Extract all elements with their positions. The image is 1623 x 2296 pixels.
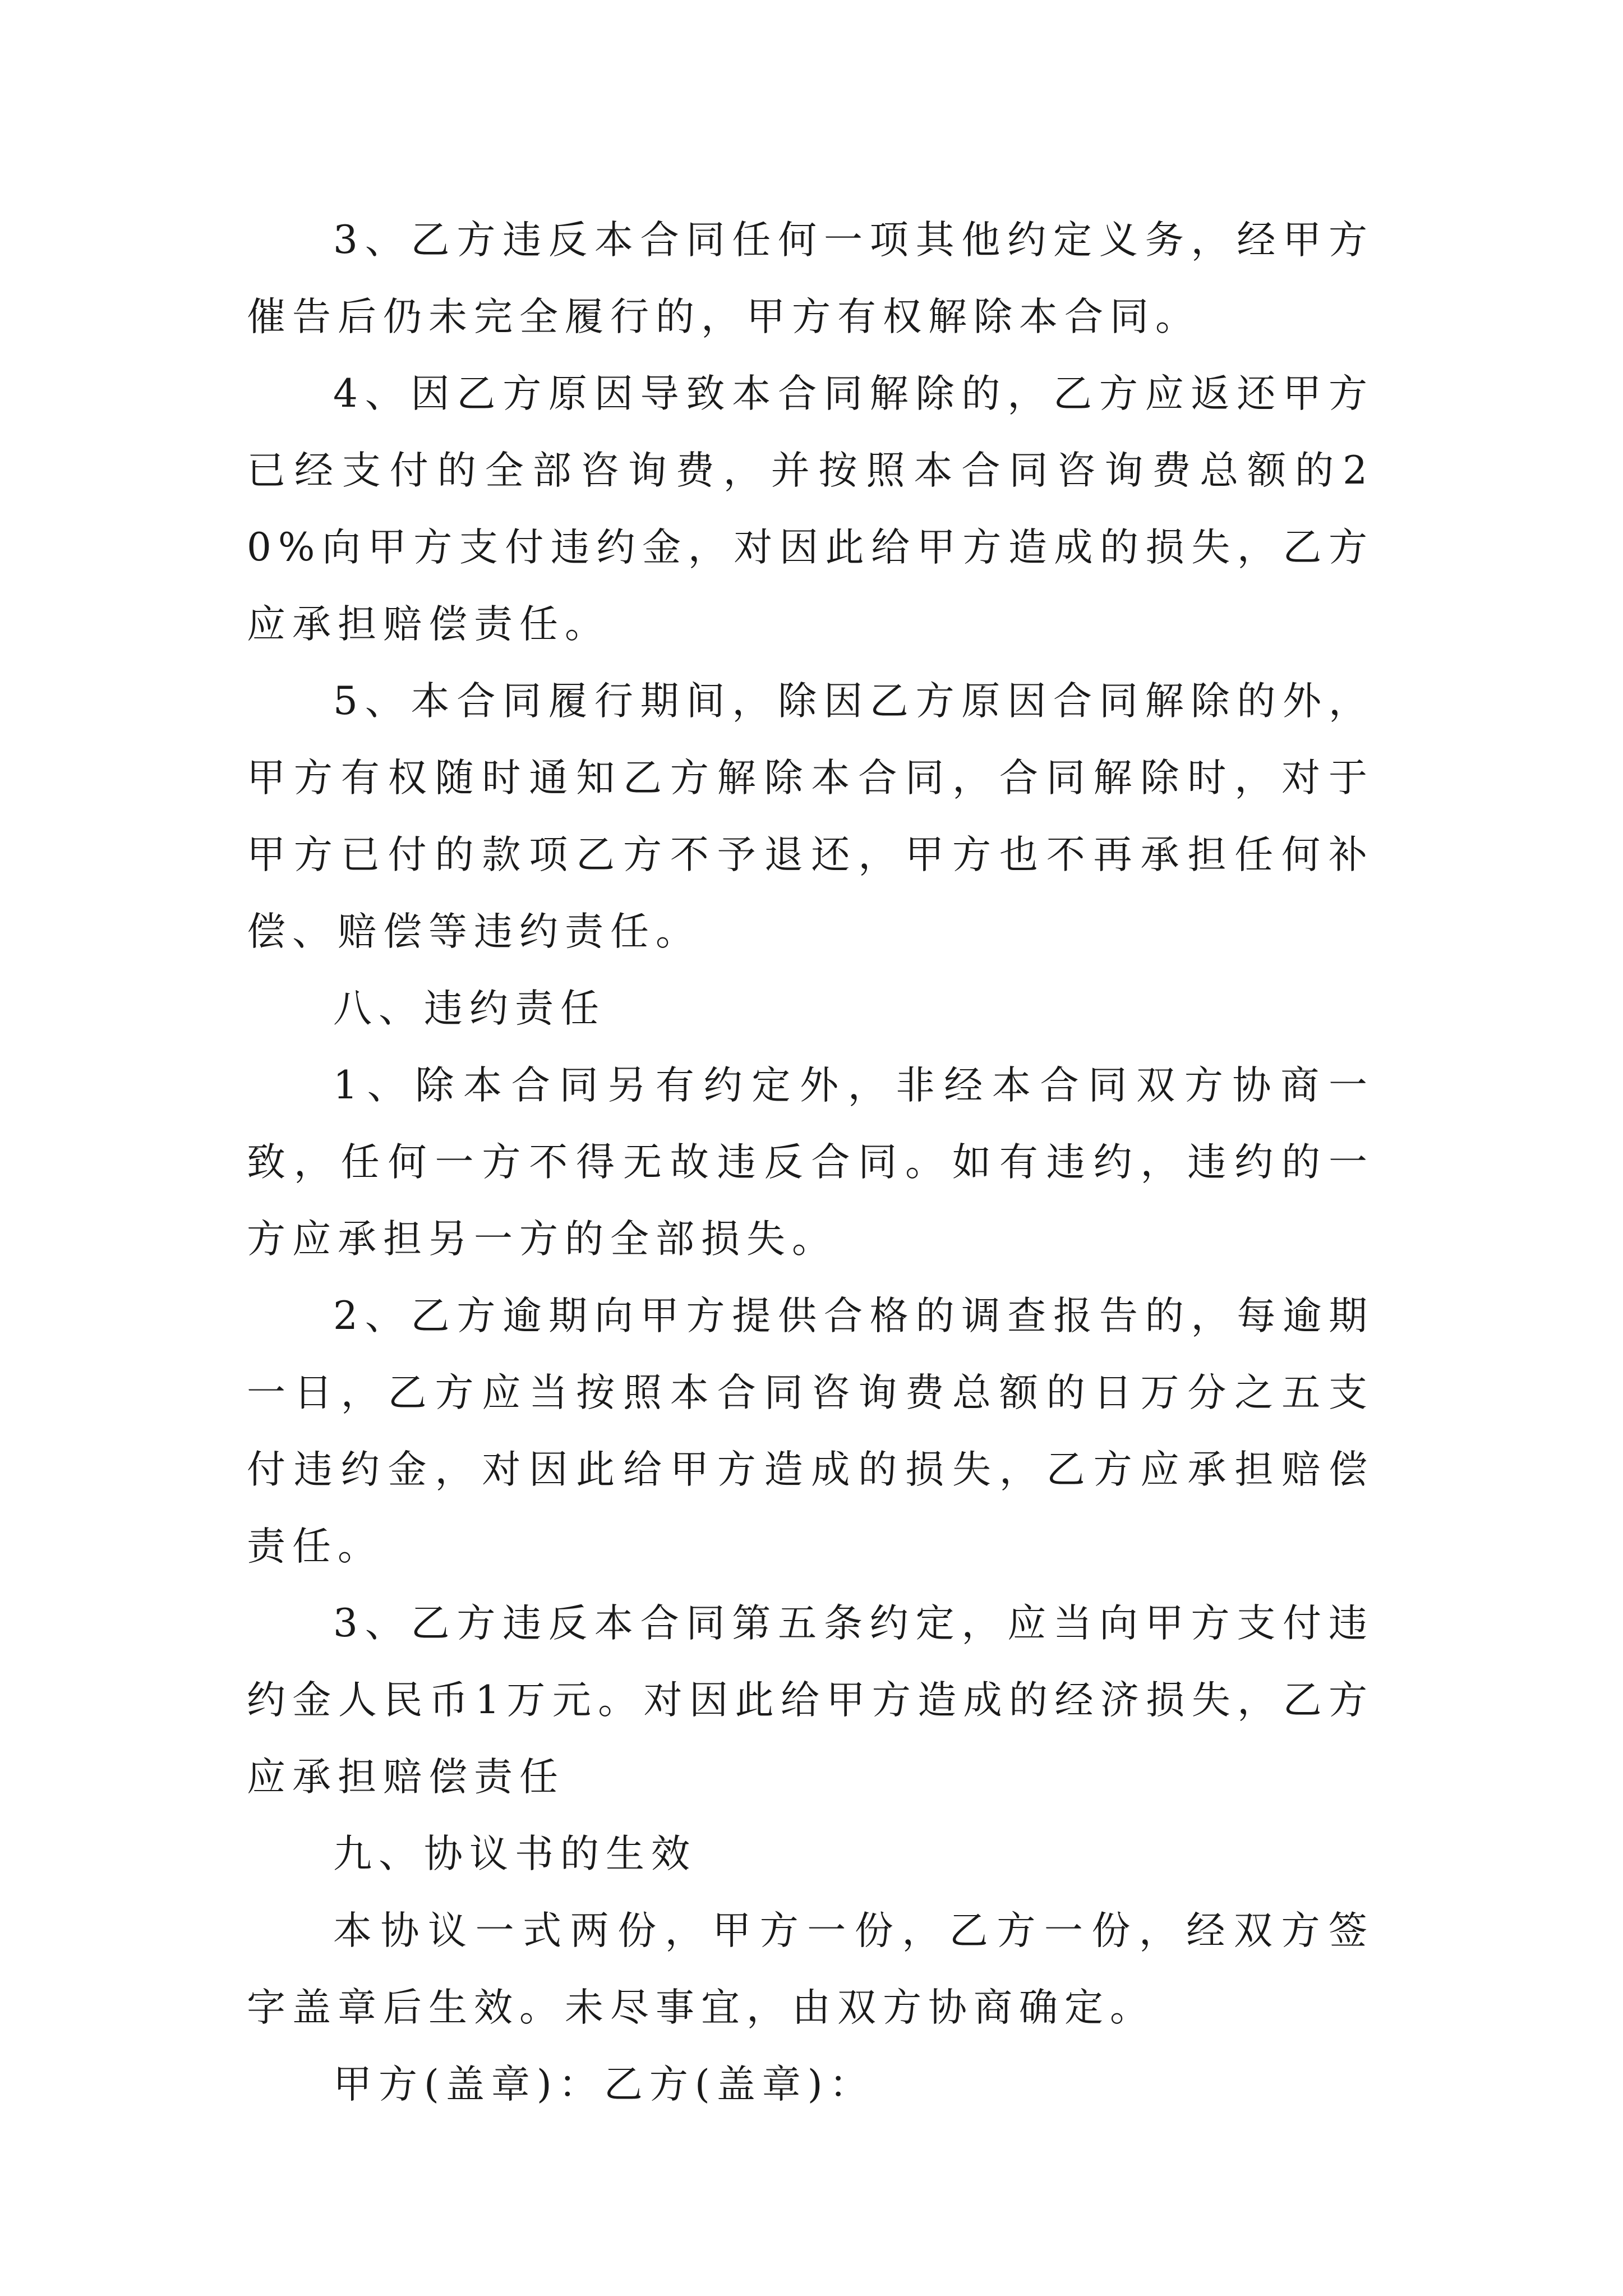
clause-8-1: 1、除本合同另有约定外，非经本合同双方协商一致，任何一方不得无故违反合同。如有违约，违约的一方应承担另一方的全部损失。 [247,1063,1374,1262]
clause-7-3: 3、乙方违反本合同任何一项其他约定义务，经甲方催告后仍未完全履行的，甲方有权解除本合同。 [247,218,1374,339]
section-heading-breach-liability: 八、违约责任 [333,986,606,1031]
effectiveness-clause: 本协议一式两份，甲方一份，乙方一份，经双方签字盖章后生效。未尽事宜，由双方协商确定。 [247,1908,1374,2030]
clause-7-4: 4、因乙方原因导致本合同解除的，乙方应返还甲方已经支付的全部咨询费，并按照本合同咨询费总额的20%向甲方支付违约金，对因此给甲方造成的损失，乙方应承担赔偿责任。 [247,371,1374,647]
section-heading-effectiveness: 九、协议书的生效 [333,1832,697,1876]
clause-8-3: 3、乙方违反本合同第五条约定，应当向甲方支付违约金人民币1万元。对因此给甲方造成的经济损失，乙方应承担赔偿责任 [247,1601,1374,1800]
document-body [247,202,1374,2123]
clause-8-2: 2、乙方逾期向甲方提供合格的调查报告的，每逾期一日，乙方应当按照本合同咨询费总额的日万分之五支付违约金，对因此给甲方造成的损失，乙方应承担赔偿责任。 [247,1294,1374,1569]
clause-7-5: 5、本合同履行期间，除因乙方原因合同解除的外，甲方有权随时通知乙方解除本合同，合同解除时，对于甲方已付的款项乙方不予退还，甲方也不再承担任何补偿、赔偿等违约责任。 [247,679,1374,954]
signature-line: 甲方(盖章)：乙方(盖章)： [333,2062,875,2107]
